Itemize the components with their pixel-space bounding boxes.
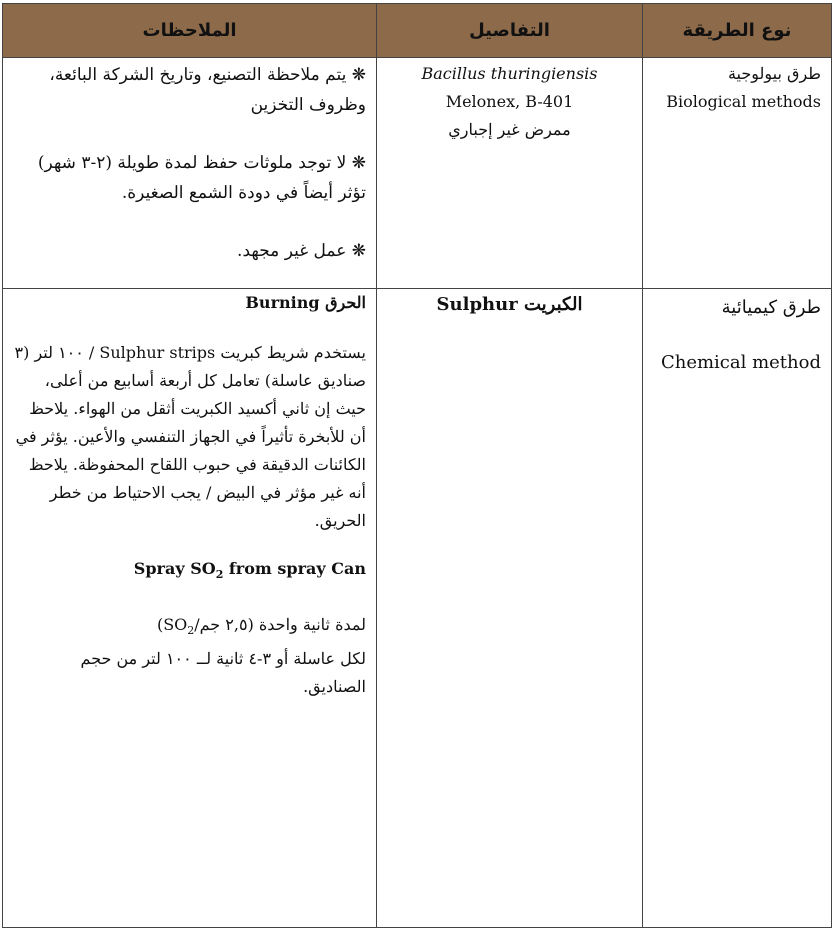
details-sulphur: الكبريت Sulphur — [436, 294, 583, 315]
burning-heading — [13, 289, 366, 317]
note-item: ❋ عمل غير مجهد. — [237, 241, 366, 261]
method-type-english: Chemical method — [660, 352, 821, 373]
burning-text: يستخدم شريط كبريت Sulphur strips / ١٠٠ لتر (٣ صناديق عاسلة) تعامل كل أربعة أسابيع من أعلى، حيث إن ثاني أكسيد الكبريت أثقل من الهواء. يلاحظ أن للأبخرة تأثيراً في الجهاز التنفسي والأعين. يؤثر في الكائنات الدقيقة في حبوب اللقاح المحفوظة. يلاحظ أنه غير مؤثر في البيض / يجب الاحتياط من خطر الحريق. — [14, 343, 366, 530]
table-row — [3, 289, 832, 928]
details-bacteria-name: Bacillus thuringiensis — [421, 64, 598, 83]
table-header-row — [3, 4, 832, 58]
table-row — [3, 58, 832, 289]
cell-details — [377, 58, 643, 289]
details-pathogen-note: ممرض غير إجباري — [448, 120, 571, 139]
cell-notes — [3, 289, 377, 928]
method-type-arabic: طرق بيولوجية — [727, 64, 821, 83]
note-item: ❋ يتم ملاحظة التصنيع، وتاريخ الشركة البائعة، وظروف التخزين — [49, 65, 366, 115]
burning-title-arabic: الحرق — [325, 293, 366, 312]
methods-table — [2, 3, 832, 928]
header-method-type: نوع الطريقة — [643, 4, 832, 58]
cell-method-type — [643, 58, 832, 289]
cell-method-type — [643, 289, 832, 928]
header-details: التفاصيل — [377, 4, 643, 58]
method-type-arabic: طرق كيميائية — [721, 297, 821, 318]
spray-heading: Spray $SO_2$ from spray Can — [133, 559, 366, 582]
note-item: ❋ لا توجد ملوثات حفظ لمدة طويلة (٢-٣ شهر) تؤثر أيضاً في دودة الشمع الصغيرة. — [37, 153, 366, 203]
burning-title-english: Burning — [245, 293, 320, 312]
header-notes: الملاحظات — [3, 4, 377, 58]
method-type-english: Biological methods — [666, 92, 821, 111]
details-product-names: Melonex, B-401 — [445, 92, 574, 111]
cell-notes — [3, 58, 377, 289]
dose-text-continued: لكل عاسلة أو ٣-٤ ثانية لــ ١٠٠ لتر من حجم الصناديق. — [80, 649, 366, 697]
cell-details — [377, 289, 643, 928]
dose-text: لمدة ثانية واحدة (٢,٥ $جم/SO_2$) — [156, 615, 366, 638]
